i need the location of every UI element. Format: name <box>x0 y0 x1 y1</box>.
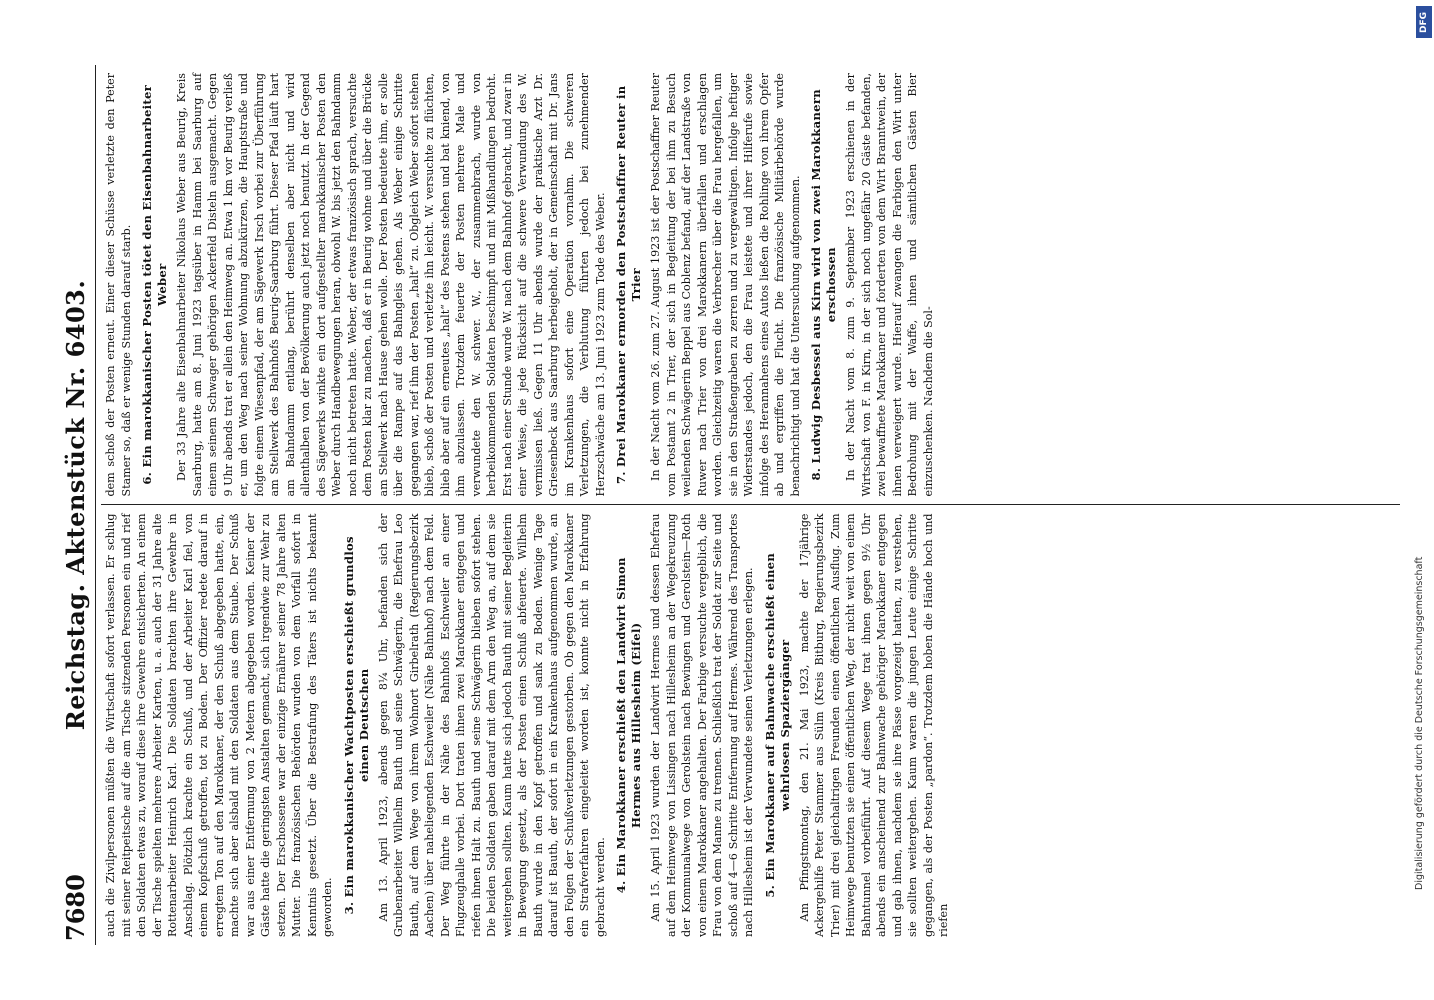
paragraph: Am Pfingstmontag, den 21. Mai 1923, machte der 17jährige Ackergehilfe Peter Stammer aus Sülm (Kreis Bitburg, Regierungsbezirk Trier) mit drei gleichaltrigen Freunden einen öffentlichen Ausflug. Zum Heimwege benutzten sie einen öffentlichen Weg, der nicht weit von einem Bahntunnel vorbeiführt. Auf diesem Wege trat ihnen gegen 9½ Uhr abends ein anscheinend zur Bahnwache gehöriger Marokkaner entgegen und gab ihnen, nachdem sie ihre Pässe vorgezeigt hatten, zu verstehen, sie sollten weitergehen. Kaum waren die jungen Leute einige Schritte gegangen, als der Posten „pardon“. Trotzdem hoben die Hände hoch und riefen <box>797 513 950 937</box>
page-header <box>55 65 96 945</box>
left-column <box>101 506 1400 946</box>
paragraph: Am 15. April 1923 wurden der Landwirt Hermes und dessen Ehefrau auf dem Heimwege von Lissingen nach Hillesheim an der Wegekreuzung der Kommunalwege von Gerolstein nach Bewingen und Gerolstein—Roth von einem Marokkaner angehalten. Der Farbige versuchte vergeblich, die Frau von dem Manne zu trennen. Schließlich trat der Soldat zur Seite und schoß auf 4—6 Schritte Entfernung auf Hermes. Während des Transportes nach Hillesheim ist der Verwundete seinen Verletzungen erlegen. <box>649 513 755 937</box>
paragraph: In der Nacht vom 26. zum 27. August 1923 ist der Postschaffner Reuter vom Postamt 2 in Trier, der sich in Begleitung der bei ihm zu Besuch weilenden Schwägerin Beppel aus Coblenz befand, auf der Landstraße von Ruwer nach Trier von drei Marokkanern überfallen und erschlagen worden. Gleichzeitig waren die Verbrecher über die Frau hergefallen, um sie in den Straßengraben zu zerren und zu vergewaltigen. Infolge heftiger Widerstandes jedoch, den die Frau leistete und ihrer Hilferufe sowie infolge des Herannahens eines Autos ließen die Rohlinge von ihrem Opfer ab und ergriffen die Flucht. Die französische Militärbehörde wurde benachrichtigt und hat die Untersuchung aufgenommen. <box>649 73 802 497</box>
paragraph: Am 13. April 1923, abends gegen 8¼ Uhr, befanden sich der Grubenarbeiter Wilhelm Bauth und seine Schwägerin, die Ehefrau Leo Bauth, auf dem Wege von ihrem Wohnort Girbelrath (Regierungsbezirk Aachen) über naheliegenden Eschweiler (Nähe Bahnhof) nach dem Feld. Der Weg führte in der Nähe des Bahnhofs Eschweiler an einer Flugzeughalle vorbei. Dort traten ihnen zwei Marokkaner entgegen und riefen ihnen Halt zu. Bauth und seine Schwägerin blieben sofort stehen. Die beiden Soldaten gaben darauf mit dem Arm den Weg an, auf dem sie weitergehen sollten. Kaum hatte sich jedoch Bauth mit seiner Begleiterin in Bewegung gesetzt, als der Posten einen Schuß abfeuerte. Wilhelm Bauth wurde in den Kopf getroffen und sank zu Boden. Wenige Tage darauf ist Bauth, der sofort in ein Krankenhaus aufgenommen wurde, an den Folgen der Schußverletzungen gestorben. Ob gegen den Marokkaner ein Strafverfahren eingeleitet worden ist, konnte nicht in Erfahrung gebracht werden. <box>376 513 607 937</box>
paragraph: dem schoß der Posten erneut. Einer dieser Schüsse verletzte den Peter Stamer so, daß er wenige Stunden darauf starb. <box>104 73 133 497</box>
paragraph: Der 33 Jahre alte Eisenbahnarbeiter Nikolaus Weber aus Beurig, Kreis Saarburg, hatte am 8. Juni 1923 tagsüber in Hamm bei Saarburg auf einem seinem Schwager gehörigen Ackerfeld Disteln ausgemacht. Gegen 9 Uhr abends trat er allein den Heimweg an. Etwa 1 km vor Beurig verließ er, um den Weg nach seiner Wohnung abzukürzen, die Hauptstraße und folgte einem Wiesenpfad, der am Sägewerk Irsch vorbei zur Überführung am Stellwerk des Bahnhofs Beurig-Saarburg führt. Dieser Pfad läuft hart am Bahndamm entlang, berührt denselben aber nicht und wird allenthalben von der Bevölkerung auch jetzt noch benutzt. In der Gegend des Sägewerks winkte ein dort aufgestellter marokkanischer Posten den Weber durch Handbewegungen heran, obwohl W. bis jetzt den Bahndamm noch nicht betreten hatte. Weber, der etwas französisch sprach, versuchte dem Posten klar zu machen, daß er in Beurig wohne und über die Brücke am Stellwerk nach Hause gehen wolle. Der Posten bedeutete ihm, er solle über die Rampe auf das Bahngleis gehen. Als Weber einige Schritte gegangen war, rief ihm der Posten „halt“ zu. Obgleich Weber sofort stehen blieb, schoß der Posten und verletzte ihn leicht. W. versuchte zu flüchten, blieb aber auf ein erneutes „halt“ des Postens stehen und bat kniend, von ihm abzulassen. Trotzdem feuerte der Posten mehrere Male und verwundete den W. schwer. W., der zusammenbrach, wurde von herbeikommenden Soldaten beschimpft und mit Mißhandlungen bedroht. Erst nach einer Stunde wurde W. nach dem Bahnhof gebracht, und zwar in einer Weise, die jede Rücksicht auf die schwere Verwundung des W. vermissen ließ. Gegen 11 Uhr abends wurde der praktische Arzt Dr. Griesenbeck aus Saarburg herbeigeholt, der in Gemeinschaft mit Dr. Jans im Krankenhaus sofort eine Operation vornahm. Die schweren Verletzungen, die Verblutung führten jedoch bei zunehmender Herzschwäche am 13. Juni 1923 zum Tode des Weber. <box>175 73 607 497</box>
paragraph: In der Nacht vom 8. zum 9. September 1923 erschienen in der Wirtschaft von F. in Kirn, in der sich noch ungefähr 20 Gäste befanden, zwei bewaffnete Marokkaner und forderten von dem Wirt Branntwein, der ihnen verweigert wurde. Hierauf zwangen die Farbigen den Wirt unter Bedrohung mit der Waffe, ihnen und sämtlichen Gästen Bier einzuschenken. Nachdem die Sol- <box>844 73 935 497</box>
section-heading-8: 8. Ludwig Desbessel aus Kirn wird von zwei Marokkanern erschossen <box>809 89 838 481</box>
section-heading-3: 3. Ein marokkanischer Wachtposten erschießt grundlos einen Deutschen <box>341 536 371 915</box>
section-heading-5: 5. Ein Marokkaner auf Bahnwache erschießt einen wehrlosen Spaziergänger <box>762 552 792 898</box>
text-columns <box>101 65 1400 945</box>
paragraph: auch die Zivilpersonen müßten die Wirtschaft sofort verlassen. Er schlug mit seiner Reitpeitsche auf die am Tische sitzenden Personen ein und rief den Soldaten etwas zu, worauf diese ihre Gewehre entsicherten. An einem der Tische spielten mehrere Arbeiter Karten, u. a. auch der 31 Jahre alte Rottenarbeiter Heinrich Karl. Die Soldaten brachten ihre Gewehre in Anschlag. Plötzlich krachte ein Schuß, und der Arbeiter Karl fiel, von einem Kopfschuß getroffen, tot zu Boden. Der Offizier redete darauf in erregtem Ton auf den Marokkaner, der den Schuß abgegeben hatte, ein, machte sich aber alsbald mit den Soldaten aus dem Staube. Der Schuß war aus einer Entfernung von 2 Metern abgegeben worden. Keiner der Gäste hatte die geringsten Anstalten gemacht, sich irgendwie zur Wehr zu setzen. Der Erschossene war der einzige Ernährer seiner 78 Jahre alten Mutter. Die französischen Behörden wurden von dem Vorfall sofort in Kenntnis gesetzt. Über die Bestrafung des Täters ist nichts bekannt geworden. <box>104 513 334 937</box>
running-title: Reichstag. Aktenstück Nr. 6403. <box>61 279 90 731</box>
section-heading-7: 7. Drei Marokkaner ermorden den Postschaffner Reuter in Trier <box>614 85 643 484</box>
section-heading-4: 4. Ein Marokkaner erschießt den Landwirt Simon Hermes aus Hillesheim (Eifel) <box>614 557 643 894</box>
funding-note: Digitalisierung gefördert durch die Deutsche Forschungsgemeinschaft <box>1414 556 1425 890</box>
page-number: 7680 <box>61 874 90 941</box>
dfg-logo: DFG <box>1416 6 1432 38</box>
section-heading-6: 6. Ein marokkanischer Posten tötet den Eisenbahnarbeiter Weber <box>140 84 169 485</box>
rotated-page <box>55 65 1400 945</box>
right-column <box>101 65 1400 506</box>
